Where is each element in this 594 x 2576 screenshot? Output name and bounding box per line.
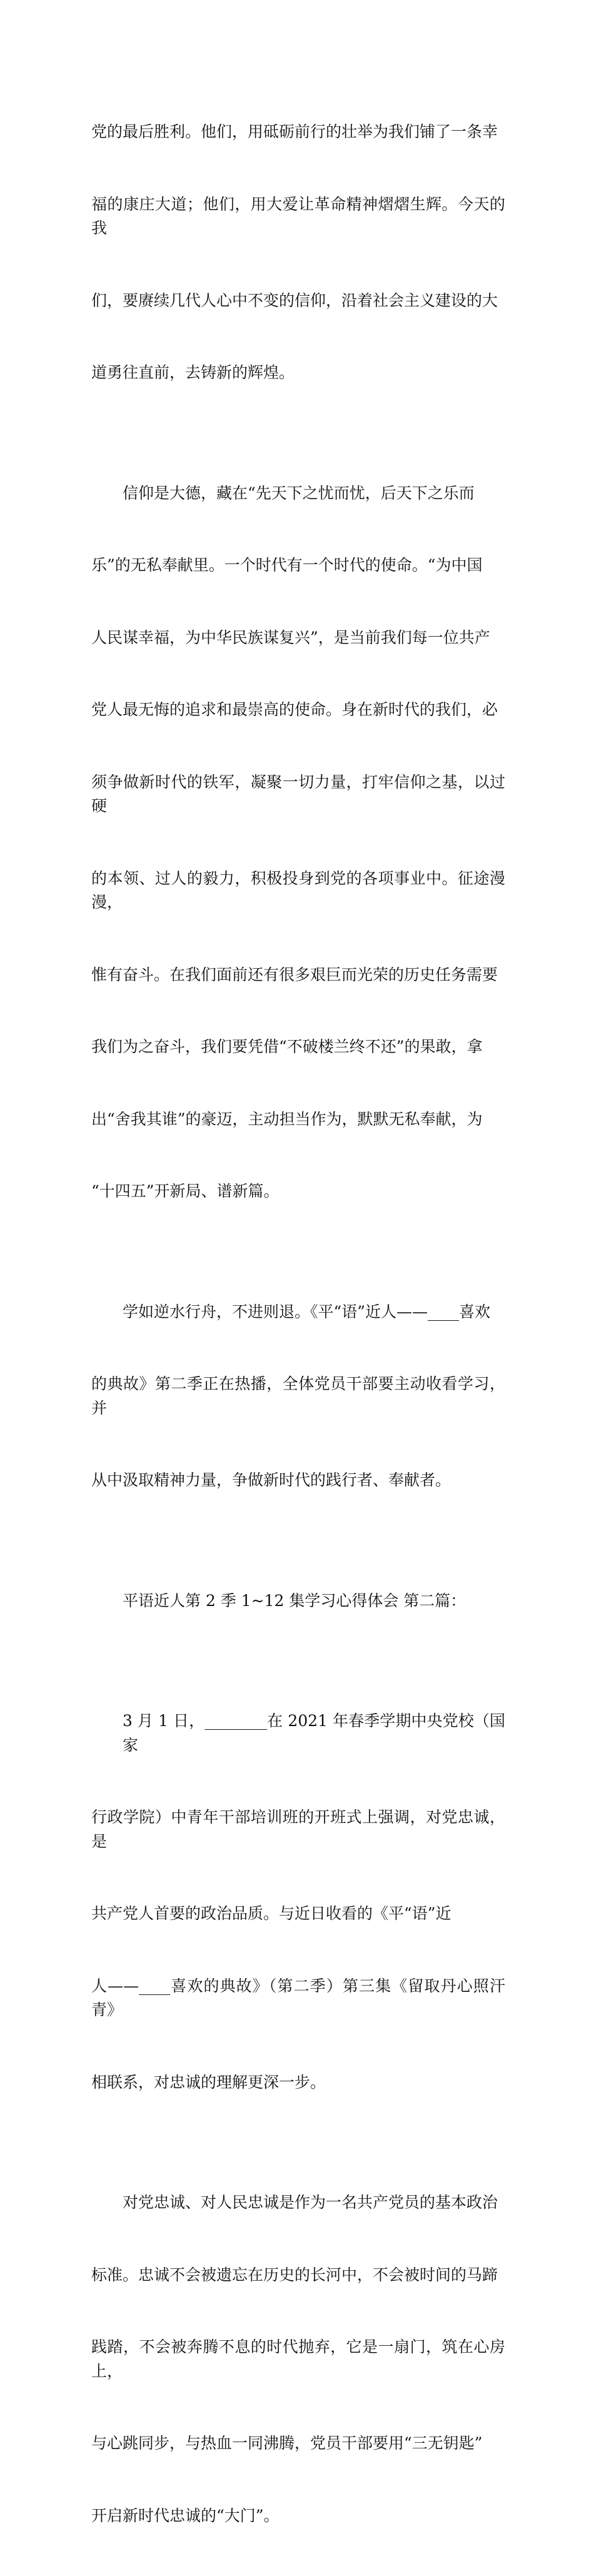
text-line: 的典故》第二季正在热播，全体党员干部要主动收看学习，并	[91, 1375, 505, 1417]
paragraph-2	[91, 433, 505, 1252]
text-line: 的本领、过人的毅力，积极投身到党的各项事业中。征途漫漫，	[91, 869, 505, 911]
text-line: 践踏，不会被奔腾不息的时代抛弃，它是一扇门，筑在心房上，	[91, 2338, 505, 2380]
text-line: 福的康庄大道；他们，用大爱让革命精神熠熠生辉。今天的我	[91, 194, 505, 237]
text-line: 共产党人首要的政治品质。与近日收看的《平“语”近	[91, 1904, 451, 1922]
text-line: 党的最后胜利。他们，用砥砺前行的壮举为我们铺了一条幸	[91, 123, 498, 141]
text-line: 出“舍我其谁”的豪迈，主动担当作为，默默无私奉献，为	[91, 1109, 483, 1128]
document-page	[91, 72, 505, 2576]
text-line: 们，要赓续几代人心中不变的信仰，沿着社会主义建设的大	[91, 291, 498, 310]
section-heading	[91, 1541, 505, 1662]
text-line: 3 月 1 日，________在 2021 年春季学期中央党校（国家	[123, 1712, 505, 1754]
text-line: 惟有奋斗。在我们面前还有很多艰巨而光荣的历史任务需要	[91, 965, 498, 984]
text-line: 乐”的无私奉献里。一个时代有一个时代的使命。“为中国	[91, 556, 483, 574]
text-line: 开启新时代忠诚的“大门”。	[91, 2506, 279, 2525]
text-line: 相联系，对忠诚的理解更深一步。	[91, 2073, 326, 2091]
paragraph-5	[91, 2143, 505, 2576]
text-line: 我们为之奋斗，我们要凭借“不破楼兰终不还”的果敢，拿	[91, 1038, 483, 1056]
text-line: 平语近人第 2 季 1~12 集学习心得体会 第二篇：	[123, 1591, 466, 1610]
text-line: 人民谋幸福，为中华民族谋复兴”，是当前我们每一位共产	[91, 628, 490, 647]
text-line: 学如逆水行舟，不进则退。《平“语”近人——____喜欢	[123, 1302, 491, 1321]
text-line: 信仰是大德，藏在“先天下之忧而忧，后天下之乐而	[123, 483, 475, 502]
text-line: 人——____喜欢的典故》（第二季）第三集《留取丹心照汗青》	[91, 1976, 505, 2019]
text-line: 须争做新时代的铁军，凝聚一切力量，打牢信仰之基，以过硬	[91, 772, 505, 815]
paragraph-3	[91, 1252, 505, 1541]
text-line: 党人最无悔的追求和最崇高的使命。身在新时代的我们，必	[91, 700, 498, 719]
text-line: 行政学院）中青年干部培训班的开班式上强调，对党忠诚，是	[91, 1808, 505, 1851]
text-line: 标准。忠诚不会被遗忘在历史的长河中，不会被时间的马蹄	[91, 2265, 498, 2284]
text-line: “十四五”开新局、谱新篇。	[91, 1182, 279, 1200]
text-line: 与心跳同步，与热血一同沸腾，党员干部要用“三无钥匙”	[91, 2434, 483, 2452]
text-line: 道勇往直前，去铸新的辉煌。	[91, 363, 295, 381]
text-line: 对党忠诚、对人民忠诚是作为一名共产党员的基本政治	[123, 2193, 498, 2211]
text-line: 从中汲取精神力量，争做新时代的践行者、奉献者。	[91, 1471, 451, 1489]
paragraph-4	[91, 1661, 505, 2143]
paragraph-1	[91, 72, 505, 433]
